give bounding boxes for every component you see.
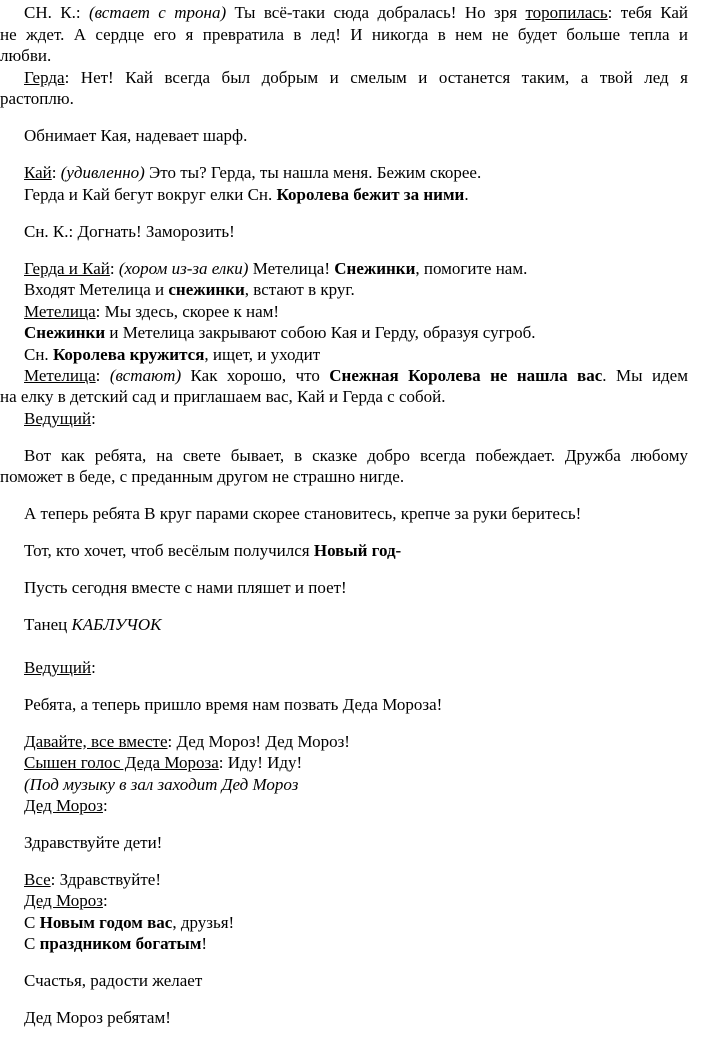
text-line: любви. <box>0 46 52 65</box>
text-line: Обнимает Кая, надевает шарф. <box>24 126 248 145</box>
text-line: Герда и Кай: (хором из-за елки) Метелица! Снежинки, помогите нам. <box>24 259 528 278</box>
text-line: Герда: Нет! Кай всегда был добрым и смелым и останется таким, а твой лед я <box>24 68 688 87</box>
text-line: поможет в беде, с преданным другом не страшно нигде. <box>0 467 405 486</box>
text-line: Ребята, а теперь пришло время нам позвать Деда Мороза! <box>24 695 443 714</box>
text-line: Здравствуйте дети! <box>24 833 163 852</box>
text-line: Пусть сегодня вместе с нами пляшет и поет! <box>24 578 347 597</box>
text-line: Сн. Королева кружится, ищет, и уходит <box>24 345 321 364</box>
text-line: СН. К.: (встает с трона) Ты всё-таки сюда добралась! Но зря торопилась: тебя Кай <box>24 3 688 22</box>
text-line: Метелица: Мы здесь, скорее к нам! <box>24 302 280 321</box>
text-line: не ждет. А сердце его я превратила в лед! И никогда в нем не будет больше тепла и <box>0 25 688 44</box>
text-line: Дед Мороз ребятам! <box>24 1008 171 1027</box>
text-line: Ведущий: <box>24 409 96 428</box>
text-line: растоплю. <box>0 89 74 108</box>
text-line: Метелица: (встают) Как хорошо, что Снежная Королева не нашла вас. Мы идем <box>24 366 688 385</box>
text-line: Давайте, все вместе: Дед Мороз! Дед Мороз! <box>24 732 350 751</box>
text-line: Сн. К.: Догнать! Заморозить! <box>24 222 235 241</box>
text-line: Герда и Кай бегут вокруг елки Сн. Королева бежит за ними. <box>24 185 469 204</box>
text-line: Тот, кто хочет, чтоб весёлым получился Новый год- <box>24 541 402 560</box>
text-line: Счастья, радости желает <box>24 971 203 990</box>
text-line: С Новым годом вас, друзья! <box>24 913 235 932</box>
text-line: Входят Метелица и снежинки, встают в круг. <box>24 280 355 299</box>
text-line: С праздником богатым! <box>24 934 208 953</box>
text-line: Ведущий: <box>24 658 96 677</box>
text-line: Кай: (удивленно) Это ты? Герда, ты нашла меня. Бежим скорее. <box>24 163 482 182</box>
text-line: Дед Мороз: <box>24 796 108 815</box>
text-line: (Под музыку в зал заходит Дед Мороз <box>24 775 299 794</box>
text-line: Вот как ребята, на свете бывает, в сказке добро всегда побеждает. Дружба любому <box>24 446 688 465</box>
text-line: Сышен голос Деда Мороза: Иду! Иду! <box>24 753 303 772</box>
text-line: Все: Здравствуйте! <box>24 870 161 889</box>
text-line: Танец КАБЛУЧОК <box>24 615 162 634</box>
text-line: Снежинки и Метелица закрывают собою Кая и Герду, образуя сугроб. <box>24 323 536 342</box>
text-line: на елку в детский сад и приглашаем вас, Кай и Герда с собой. <box>0 387 446 406</box>
text-line: А теперь ребята В круг парами скорее становитесь, крепче за руки беритесь! <box>24 504 582 523</box>
text-line: Дед Мороз: <box>24 891 108 910</box>
